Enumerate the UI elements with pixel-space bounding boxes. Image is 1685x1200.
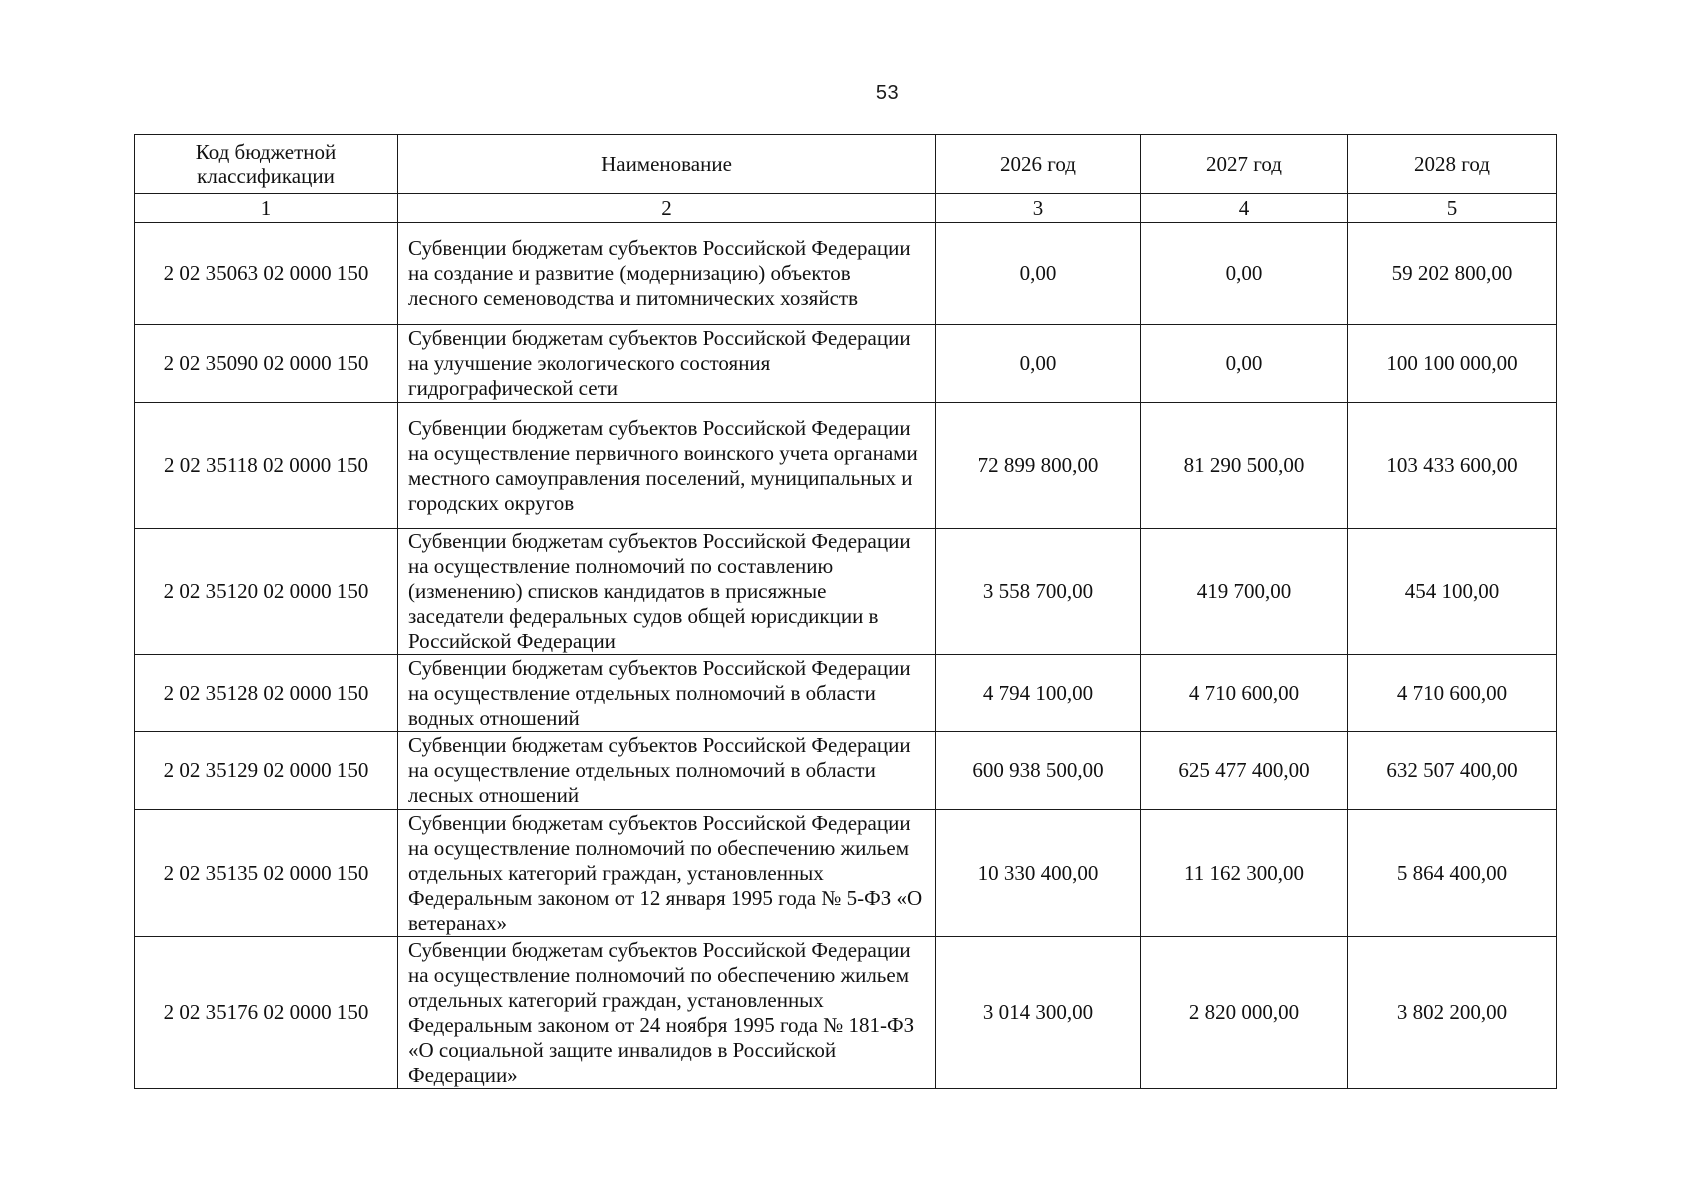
item-name: Субвенции бюджетам субъектов Российской Федерации на осуществление первичного воинского учета органами местного самоуправления поселений, муниципальных и городских округов (398, 403, 936, 529)
item-name: Субвенции бюджетам субъектов Российской Федерации на осуществление отдельных полномочий в области водных отношений (398, 655, 936, 732)
table-header-row (135, 135, 1557, 194)
table-row (135, 403, 1557, 529)
amount-2026: 3 014 300,00 (936, 937, 1141, 1089)
table-row (135, 732, 1557, 810)
table-row (135, 937, 1557, 1089)
budget-code: 2 02 35128 02 0000 150 (135, 655, 398, 732)
amount-2026: 3 558 700,00 (936, 529, 1141, 655)
header-2027: 2027 год (1141, 135, 1348, 194)
item-name: Субвенции бюджетам субъектов Российской Федерации на создание и развитие (модернизацию) объектов лесного семеноводства и питомнических хозяйств (398, 223, 936, 325)
header-2026: 2026 год (936, 135, 1141, 194)
amount-2028: 5 864 400,00 (1348, 810, 1557, 937)
table-row (135, 223, 1557, 325)
item-name: Субвенции бюджетам субъектов Российской Федерации на осуществление полномочий по обеспечению жильем отдельных категорий граждан, установленных Федеральным законом от 24 ноября 1995 года № 181-ФЗ «О социальной защите инвалидов в Российской Федерации» (398, 937, 936, 1089)
amount-2027: 0,00 (1141, 223, 1348, 325)
table-row (135, 655, 1557, 732)
amount-2028: 632 507 400,00 (1348, 732, 1557, 810)
amount-2028: 59 202 800,00 (1348, 223, 1557, 325)
amount-2026: 4 794 100,00 (936, 655, 1141, 732)
amount-2028: 454 100,00 (1348, 529, 1557, 655)
amount-2027: 4 710 600,00 (1141, 655, 1348, 732)
budget-code: 2 02 35120 02 0000 150 (135, 529, 398, 655)
amount-2027: 2 820 000,00 (1141, 937, 1348, 1089)
column-number: 5 (1348, 194, 1557, 223)
page-number: 53 (875, 82, 900, 104)
column-number: 3 (936, 194, 1141, 223)
amount-2026: 0,00 (936, 223, 1141, 325)
amount-2028: 103 433 600,00 (1348, 403, 1557, 529)
amount-2027: 419 700,00 (1141, 529, 1348, 655)
column-number: 2 (398, 194, 936, 223)
budget-code: 2 02 35176 02 0000 150 (135, 937, 398, 1089)
budget-code: 2 02 35063 02 0000 150 (135, 223, 398, 325)
amount-2026: 600 938 500,00 (936, 732, 1141, 810)
budget-table (134, 134, 1557, 1089)
header-name: Наименование (398, 135, 936, 194)
amount-2028: 4 710 600,00 (1348, 655, 1557, 732)
column-number: 4 (1141, 194, 1348, 223)
table-row (135, 810, 1557, 937)
table-row (135, 325, 1557, 403)
budget-code: 2 02 35118 02 0000 150 (135, 403, 398, 529)
item-name: Субвенции бюджетам субъектов Российской Федерации на осуществление отдельных полномочий в области лесных отношений (398, 732, 936, 810)
amount-2026: 10 330 400,00 (936, 810, 1141, 937)
header-code: Код бюджетной классификации (135, 135, 398, 194)
item-name: Субвенции бюджетам субъектов Российской Федерации на осуществление полномочий по составлению (изменению) списков кандидатов в присяжные заседатели федеральных судов общей юрисдикции в Российской Федерации (398, 529, 936, 655)
budget-code: 2 02 35129 02 0000 150 (135, 732, 398, 810)
amount-2028: 100 100 000,00 (1348, 325, 1557, 403)
column-number: 1 (135, 194, 398, 223)
amount-2027: 0,00 (1141, 325, 1348, 403)
amount-2027: 81 290 500,00 (1141, 403, 1348, 529)
item-name: Субвенции бюджетам субъектов Российской Федерации на улучшение экологического состояния гидрографической сети (398, 325, 936, 403)
table-row (135, 529, 1557, 655)
amount-2027: 11 162 300,00 (1141, 810, 1348, 937)
amount-2028: 3 802 200,00 (1348, 937, 1557, 1089)
budget-code: 2 02 35090 02 0000 150 (135, 325, 398, 403)
budget-code: 2 02 35135 02 0000 150 (135, 810, 398, 937)
column-number-row (135, 194, 1557, 223)
amount-2026: 0,00 (936, 325, 1141, 403)
amount-2026: 72 899 800,00 (936, 403, 1141, 529)
item-name: Субвенции бюджетам субъектов Российской Федерации на осуществление полномочий по обеспечению жильем отдельных категорий граждан, установленных Федеральным законом от 12 января 1995 года № 5-ФЗ «О ветеранах» (398, 810, 936, 937)
amount-2027: 625 477 400,00 (1141, 732, 1348, 810)
header-2028: 2028 год (1348, 135, 1557, 194)
